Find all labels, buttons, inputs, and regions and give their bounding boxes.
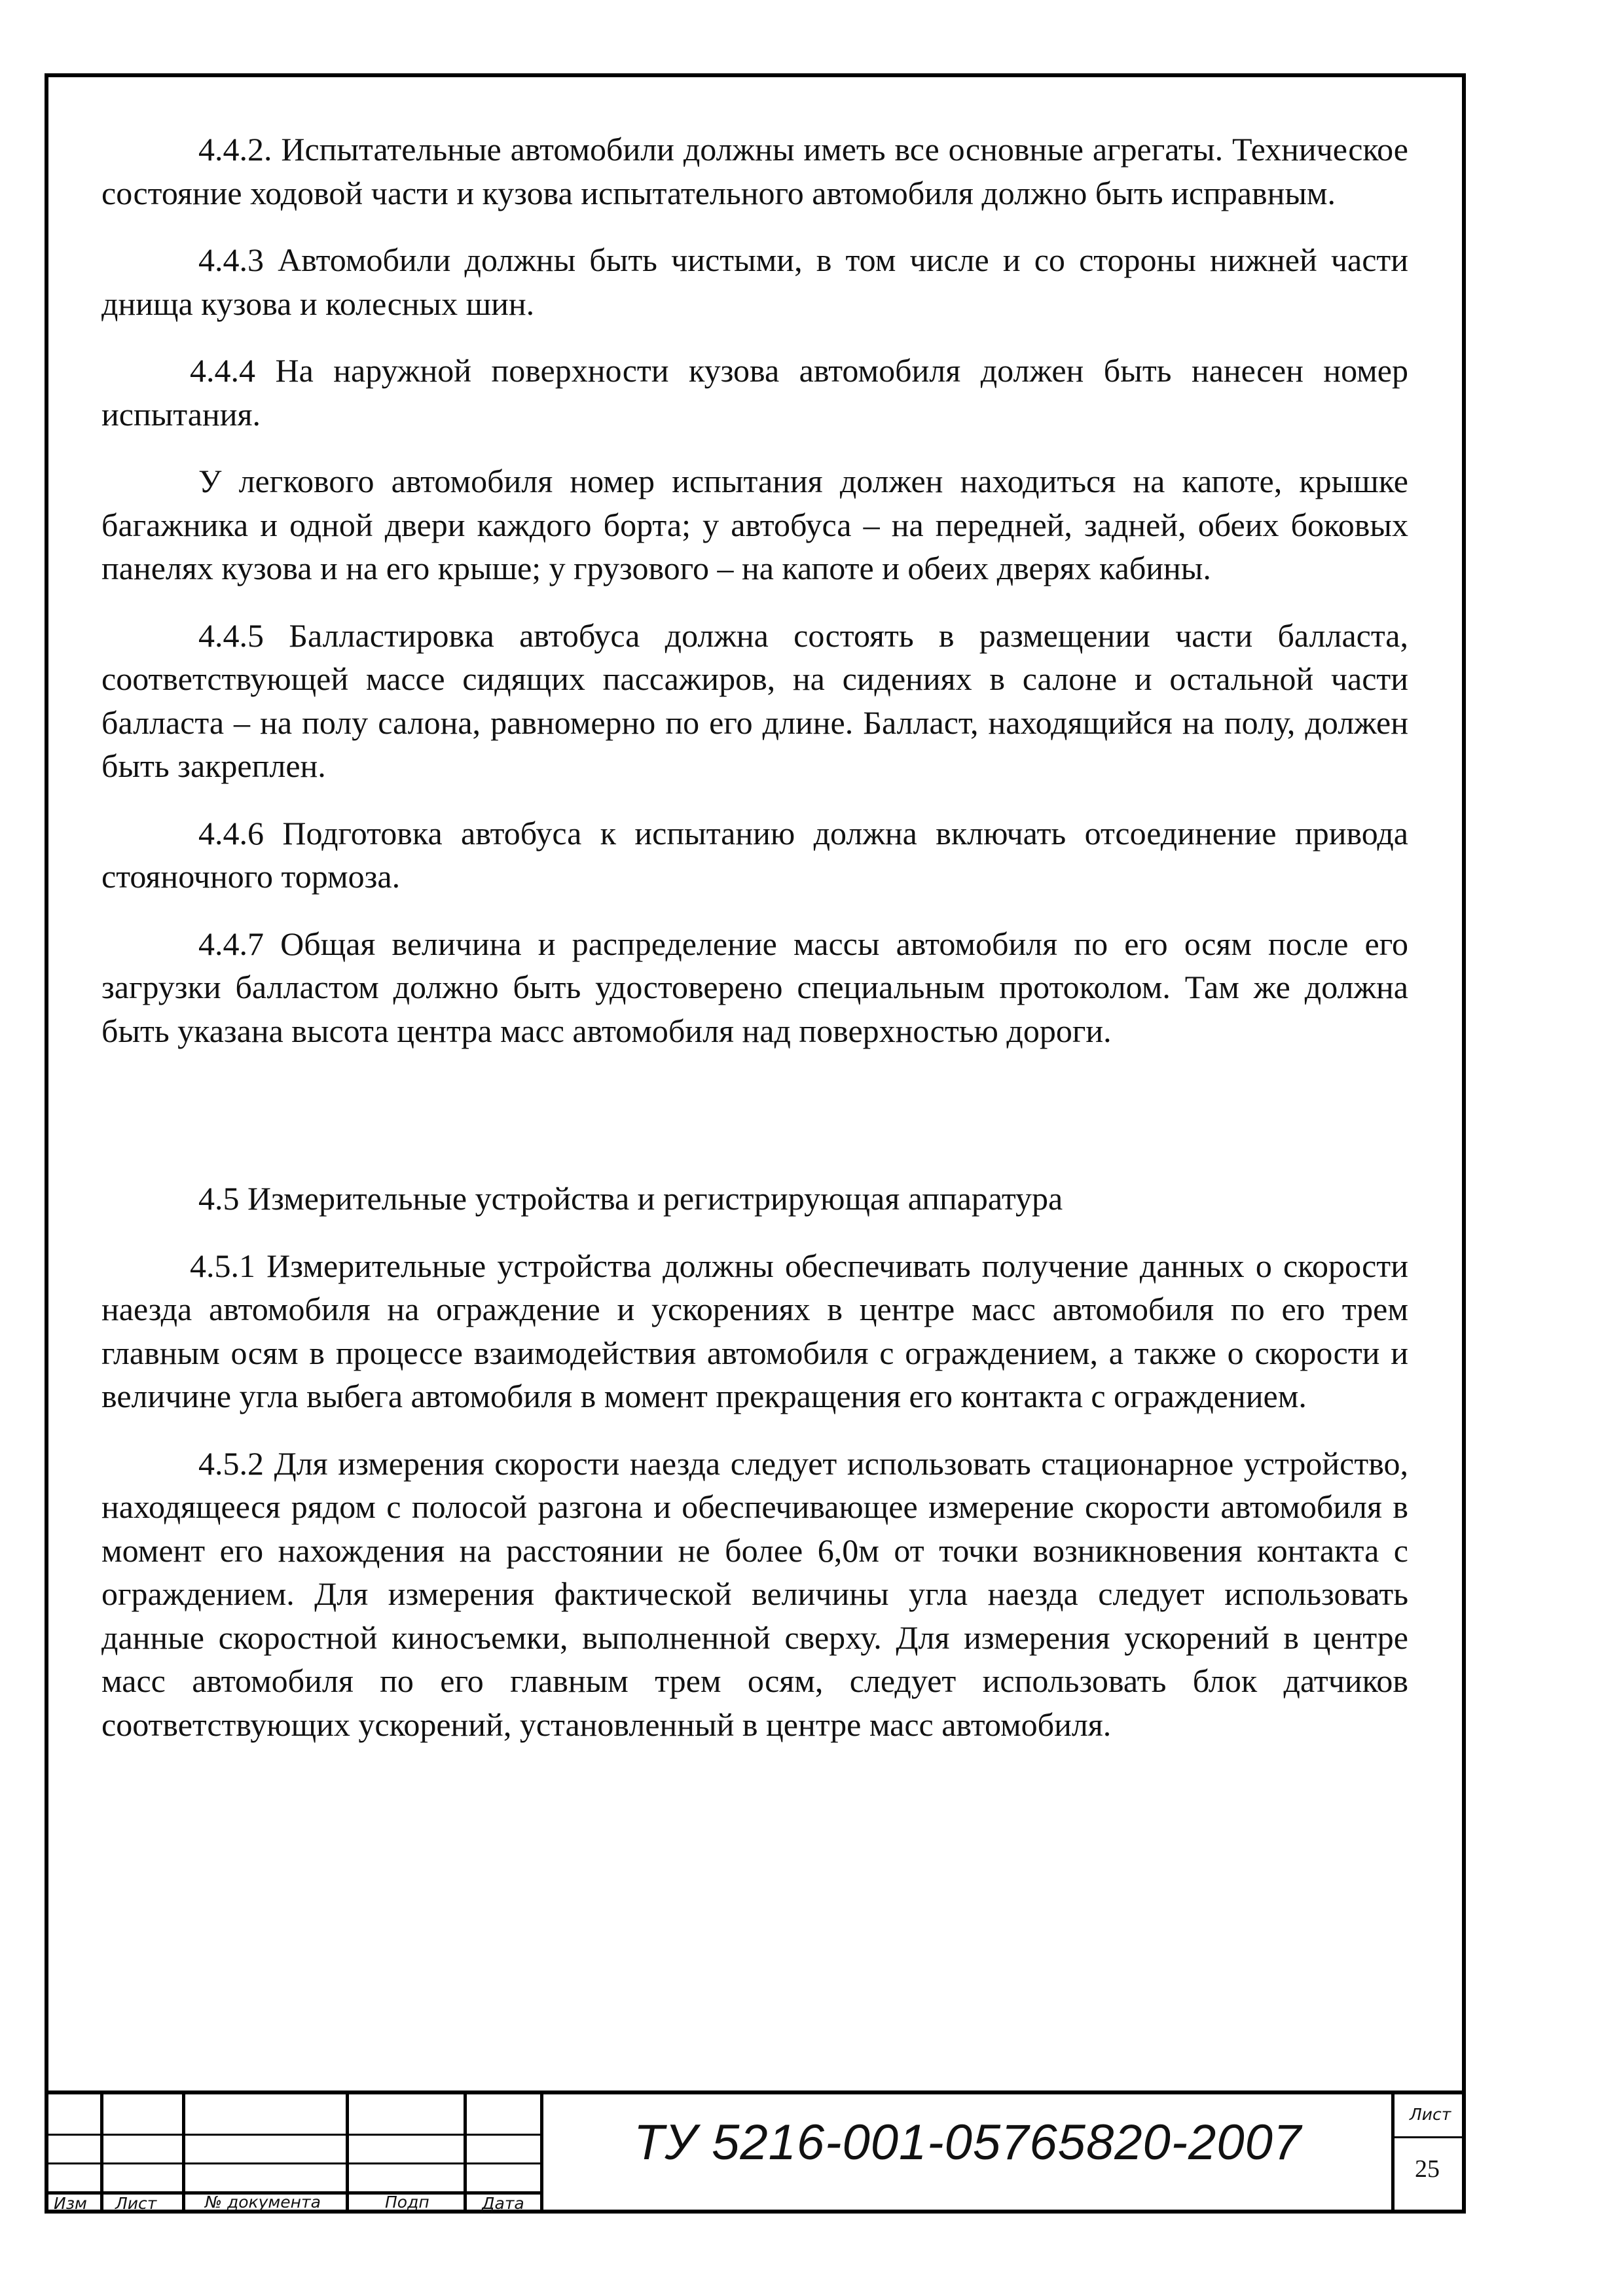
sheet-number: 25 — [1415, 2155, 1440, 2183]
label-izm: Изм — [54, 2194, 87, 2213]
paragraph-passenger-car: У легкового автомобиля номер испытания должен находиться на капоте, крышке багажника и одной двери каждого борта; у автобуса – на передней, задней, обеих боковых панелях кузова и на его крыше; у грузового – на капоте и обеих дверях кабины. — [101, 463, 1408, 586]
paragraph-4-4-4: 4.4.4 На наружной поверхности кузова автомобиля должен быть нанесен номер испытания. — [101, 352, 1408, 433]
label-data: Дата — [482, 2194, 524, 2213]
document-code: ТУ 5216-001-05765820-2007 — [634, 2115, 1302, 2170]
label-podp: Подп — [385, 2193, 429, 2212]
label-doc-number: № документа — [205, 2193, 321, 2212]
stamp-row-line — [45, 2162, 542, 2164]
label-sheet: Лист — [1410, 2105, 1451, 2124]
stamp-row-line — [45, 2134, 542, 2136]
label-list: Лист — [115, 2194, 157, 2213]
stamp-divider — [540, 2094, 543, 2214]
stamp-divider — [464, 2094, 467, 2214]
paragraph-4-4-7: 4.4.7 Общая величина и распределение массы автомобиля по его осям после его загрузки балластом должно быть удостоверено специальным протоколом. Там же должна быть указана высота центра масс автомобиля над поверхностью дороги. — [101, 925, 1408, 1049]
stamp-divider — [182, 2094, 185, 2214]
section-heading-4-5: 4.5 Измерительные устройства и регистрирующая аппаратура — [198, 1180, 1063, 1217]
paragraph-4-4-5: 4.4.5 Балластировка автобуса должна состоять в размещении части балласта, соответствующей массе сидящих пассажиров, на сидениях в салоне и остальной части балласта – на полу салона, равномерно по его длине. Балласт, находящийся на полу, должен быть закреплен. — [101, 617, 1408, 784]
stamp-divider — [1391, 2094, 1395, 2214]
paragraph-4-4-6: 4.4.6 Подготовка автобуса к испытанию должна включать отсоединение привода стояночного тормоза. — [101, 814, 1408, 895]
paragraph-4-4-3: 4.4.3 Автомобили должны быть чистыми, в том числе и со стороны нижней части днища кузова и колесных шин. — [101, 242, 1408, 322]
stamp-divider — [346, 2094, 349, 2214]
title-block — [45, 2090, 1466, 2214]
stamp-row-line — [1391, 2136, 1466, 2138]
paragraph-4-5-2: 4.5.2 Для измерения скорости наезда следует использовать стационарное устройство, находящееся рядом с полосой разгона и обеспечивающее измерение скорости автомобиля в момент его нахождения на расстоянии не более 6,0м от точки возникновения контакта с ограждением. Для измерения фактической величины угла наезда следует использовать данные скоростной киносъемки, выполненной сверху. Для измерения ускорений в центре масс автомобиля по его главным трем осям, следует использовать блок датчиков соответствующих ускорений, установленный в центре масс автомобиля. — [101, 1444, 1408, 1743]
paragraph-4-4-2: 4.4.2. Испытательные автомобили должны иметь все основные агрегаты. Техническое состояние ходовой части и кузова испытательного автомобиля должно быть исправным. — [101, 131, 1408, 211]
stamp-divider — [100, 2094, 103, 2214]
paragraph-4-5-1: 4.5.1 Измерительные устройства должны обеспечивать получение данных о скорости наезда автомобиля на ограждение и ускорениях в центре масс автомобиля по его трем главным осям в процессе взаимодействия автомобиля с ограждением, а также о скорости и величине угла выбега автомобиля в момент прекращения его контакта с ограждением. — [101, 1247, 1408, 1414]
document-body — [101, 128, 1408, 1770]
